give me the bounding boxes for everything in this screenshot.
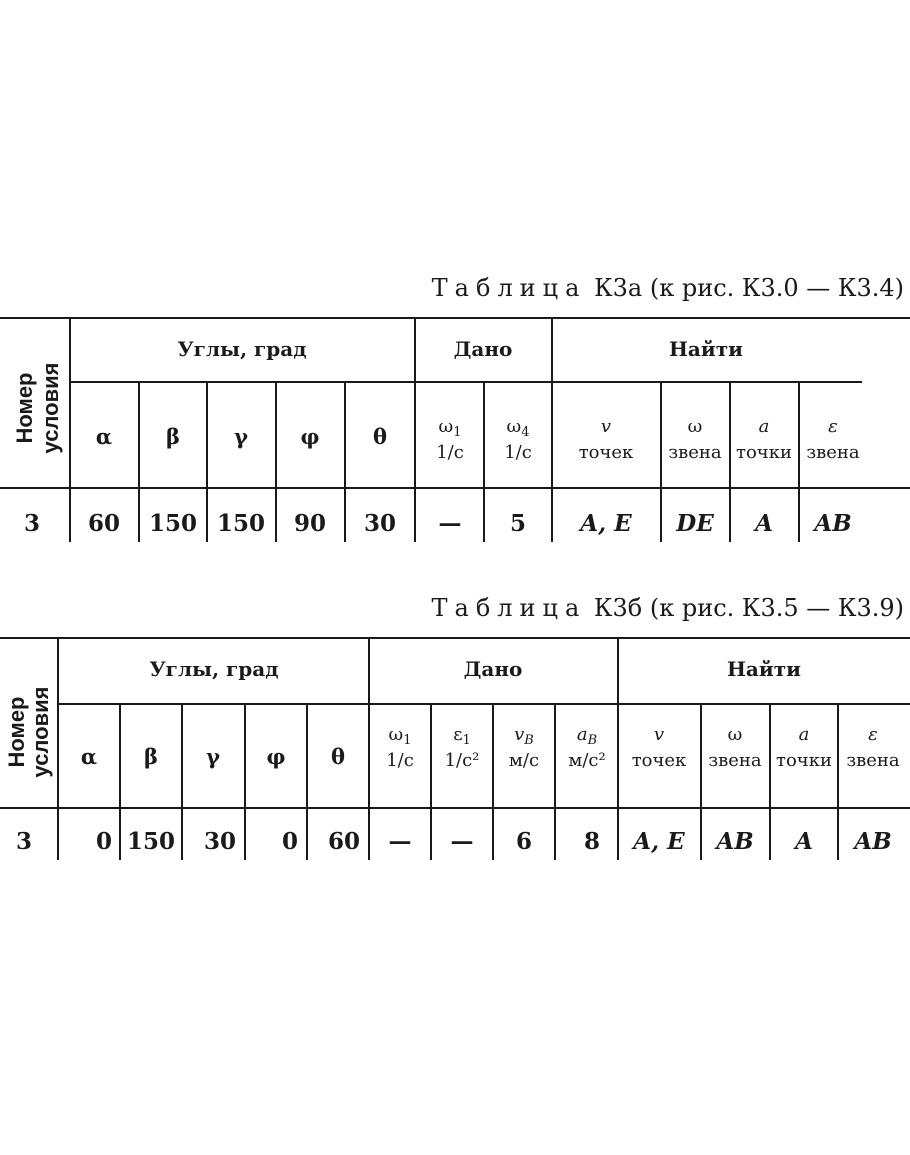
col-find-v-word: точек [631,750,687,771]
cell-alpha: 60 [87,510,121,537]
cell-eps1: — [450,828,474,855]
col-find-eps-word: звена [846,750,900,771]
col-omega4-symbol: ω [506,416,522,437]
cell-omega1: — [388,828,412,855]
cell-beta: 150 [126,828,176,855]
cell-find-eps: AB [854,828,892,855]
cell-find-v: A, E [580,510,632,537]
col-find-omega-word: звена [668,442,722,463]
col-aB-symbol: a [576,724,588,745]
cell-vB: 6 [515,828,533,855]
cell-phi: 0 [281,828,298,855]
col-find-a-symbol: a [798,724,810,745]
row-header-line1: Номер [4,696,29,768]
col-vB-symbol: v [514,724,525,745]
col-phi: φ [266,744,286,769]
table-a-caption-rest: К3а (к рис. К3.0 — К3.4) [594,274,904,302]
col-theta: θ [372,424,388,449]
col-omega1-unit: 1/с [386,750,414,771]
col-vB-sub: B [524,733,534,748]
cell-phi: 90 [293,510,327,537]
col-beta: β [144,744,158,769]
col-omega1-unit: 1/с [436,442,464,463]
col-find-omega-symbol: ω [727,724,743,745]
group-given-header: Дано [463,657,523,681]
cell-find-a: A [795,828,813,855]
col-omega4-unit: 1/с [504,442,532,463]
cell-beta: 150 [148,510,198,537]
col-omega1-symbol: ω [438,416,454,437]
table-a-caption [432,274,904,302]
col-find-eps-symbol: ε [868,724,878,745]
col-theta: θ [330,744,346,769]
col-omega1 [389,724,412,748]
col-find-v-symbol: v [600,416,612,437]
col-vB [514,724,534,748]
col-omega4-sub: 4 [521,425,530,440]
cell-omega4: 5 [509,510,527,537]
col-find-v-word: точек [578,442,634,463]
table-b-caption-rest: К3б (к рис. К3.5 — К3.9) [593,594,904,622]
table-b-caption [432,594,904,622]
cell-alpha: 0 [95,828,112,855]
group-angles-header: Углы, град [149,657,279,681]
col-find-eps-symbol: ε [828,416,838,437]
group-angles-header: Углы, град [177,337,307,361]
col-aB [577,724,597,748]
cell-find-a: A [755,510,773,537]
row-header-line2: условия [28,686,53,778]
col-omega4 [507,416,530,440]
cell-aB: 8 [583,828,600,855]
col-find-omega-word: звена [708,750,762,771]
cell-find-omega: AB [716,828,754,855]
col-omega1-sub: 1 [403,733,412,748]
table-a [0,316,910,546]
col-aB-sub: B [587,733,598,748]
col-omega1-sub: 1 [453,425,462,440]
col-omega1 [439,416,462,440]
cell-gamma: 30 [203,828,236,855]
col-phi: φ [300,424,320,449]
col-find-a-word: точки [776,750,832,771]
cell-find-eps: AB [814,510,852,537]
col-eps1-symbol: ε [453,724,463,745]
col-eps1 [453,724,471,748]
row-header-line2: условия [38,362,63,454]
cell-find-v: A, E [633,828,685,855]
group-find-header: Найти [669,337,743,361]
col-alpha: α [80,744,98,769]
col-find-omega-symbol: ω [687,416,703,437]
row-number: 3 [23,510,41,537]
cell-find-omega: DE [676,510,714,537]
cell-gamma: 150 [216,510,266,537]
col-beta: β [166,424,180,449]
col-gamma: γ [234,424,248,449]
col-find-a-symbol: a [758,416,770,437]
col-aB-unit: м/с² [568,750,606,771]
col-alpha: α [95,424,113,449]
col-eps1-unit: 1/с² [444,750,480,771]
col-find-a-word: точки [736,442,792,463]
row-number: 3 [15,828,33,855]
table-a-caption-word: Таблица [431,274,587,302]
cell-theta: 30 [363,510,397,537]
cell-omega1: — [438,510,462,537]
row-header-line1: Номер [12,372,37,444]
cell-theta: 60 [327,828,360,855]
group-find-header: Найти [727,657,801,681]
col-gamma: γ [206,744,220,769]
col-vB-unit: м/с [508,750,540,771]
table-b-caption-word: Таблица [431,594,587,622]
col-find-eps-word: звена [806,442,860,463]
col-find-v-symbol: v [653,724,665,745]
col-omega1-symbol: ω [388,724,404,745]
group-given-header: Дано [453,337,513,361]
col-eps1-sub: 1 [462,733,471,748]
table-b [0,636,910,866]
